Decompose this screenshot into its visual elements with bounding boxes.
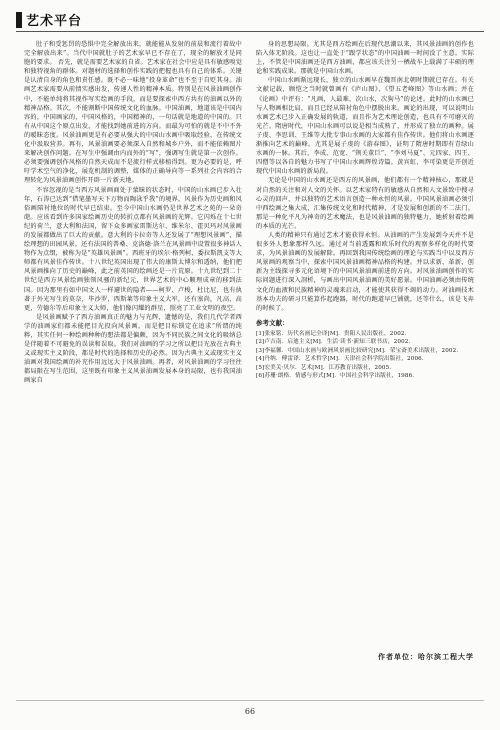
reference-item: [2]卢吉南．启迪主义[M]．生活·读书·新知三联书店，2002． bbox=[256, 339, 415, 346]
reference-item: [3]李福馨．中国山水画与欧洲风景画比较研究[M]．荣宝斋美术出版社，2002． bbox=[256, 347, 463, 354]
reference-item: [4]丹纳．傅雷译．艺术哲学[M]．天津社会科学院出版社，2006． bbox=[256, 356, 428, 363]
reference-item: [1]张家铭．历代名画记全译[M]．贵阳人民出版社，2002． bbox=[256, 330, 411, 337]
reference-item: [5]宏美关·贝尔．艺术[M]．江苏教育出版社，2005． bbox=[256, 364, 396, 371]
author-affiliation: 作者单位：哈尔滨工程大学 bbox=[378, 653, 474, 661]
reference-item: [6]苏珊·朗格．情感与形式[M]．中国社会科学出版社，1986． bbox=[256, 373, 419, 380]
paragraph: 肚子和受惩罚的恐惧中完全解放出来，就能能从发射的前晨和流行着故中完全解放出来”。当代中国就肚子的艺术家早已不存在了，现全的解放才是同胞的要求。 否先，就是需要艺术家的自省。艺术家在社会中应是具有敏感嗅觉和独特视角的群体。对题材的选择和创作实践的把握也具有自己的体系。关键是认清自身的角色和責任感。既不必一味地“投身革命”也不至于自贬其身。油画艺术家需要从前情实感出发，传递人性的精神本质。特别是在风景油画创作中，不能单纯将其视作写实绘画的手段，而是要探索中西方共有的油画以外的精神品格。其次，不能割断中国传统文化的血脉。中国油画，地道该是中国内容的，中国画家的，中国风格的，中国精神的，一句话就是地道的中国的。只有从中国这个原点出发，才能找到她前进的方向。而最为可怕的就是不中不外的暧昧态度。风景油画更是有必要从强大的中国山水画中吸取经验，在传统文化中汲取营养。再有，风景油画要必须深入自然和城乡户外，而不能依赖图片来解决创作问题。在写生中强调由内而外的“写”，强调写生就是第一次创作。必须要强调创作风格的自然天成而不是流行样式移植得到。更为必要的是，呼吁学术空气的净化，展览机制的调整，媒体的正确导向等一系列社会内容的合理转化为风景油画创作开辟一片新天地。 bbox=[24, 41, 242, 185]
right-column bbox=[256, 40, 474, 640]
paragraph: 人类的精神只有通过艺术才能获得永恒。从油画的产生发展到今天并不是很多外人想象那样久远。通过对当前透露和欧乐时代的观察多样化的时代要求，为风景油画的发展解除。再回到我国传统绘画的理论与实践当中以及西方风景画的观察当中，探索中国风景油画精神品格的构建。并以求新、革新、创新为主线探寻多元化语境下的中国风景油画前进的方向。对风景油画创作的实际问题进行深入剖析，与画出中国风景油画的美好愿景。中国油画必须由传统文化的血液和民族精神的灵魂来启动，才能使其获得不竭的动力。对油画技术基本功夫的研习只能算作起跑器，时代的跑道早已铺就，还等什么，该是飞奔的时候了。 bbox=[256, 231, 474, 312]
paragraph: 无论是中国的山水画还是西方的风景画，他们都有一个精神核心，那就是对自然的关注和对人文的关怀。以艺术家特有的敏感从自然和人文景致中搜寻心灵的回声，并以独特的艺术语言创造一种永恒的风景。中国风景油画必须引中西绘画之集大成，汇集传统文化和时代精神，才是发展和创新的不二法门。那是一种化平凡为神奇的艺术魔法，也是风景油画的独特魅力，她析射着绘画的本质的光芒。 bbox=[256, 177, 474, 230]
footer-divider bbox=[16, 700, 484, 701]
references-heading: 参考文献： bbox=[256, 318, 289, 327]
section-header bbox=[16, 10, 82, 29]
header-marker bbox=[16, 12, 22, 28]
header-divider bbox=[16, 31, 484, 32]
left-column bbox=[24, 40, 242, 652]
paragraph: 是风景画赋予了西方油画真正的魅力与光辉，遗憾的是，我们几代学者西学的油画家们都未能把目光投向风景画，而是把目标锁定在追求“所谓的纯粹，其实任何一种绘画种种的想法都是偏颇，因为不同民族之间文化的吸纳总是伴随着不可避免的误读和误取。我们对油画的学习之所以把目光放在古典主义或现实主义阶段，都是时代的选择和历史的必然。因为古典主义或现实主义油画对我国绘画的补充作用远远大于风景油画。再者，对风景油画的学习往往都局限在写生范围，这里既有印象主义风景油画发展本身的局限，也有我国油画家自 bbox=[24, 313, 242, 385]
page-number: 66 bbox=[244, 707, 256, 716]
references-list bbox=[256, 330, 474, 381]
paragraph: 不容忽视的是当西方风景画商处于蒙昧的状态时，中国的山水画已步入壮年，石涛已达到“借笔墨写天下万物而陶泳乎我”的境界，风景作为历史画和风俗画陪衬地位的时代早已结束。至今中国山水画仍是世界艺术之苑的一朵奇葩。应该看到许多国家绘画历史的转折点都有风景画的光辉。它闪烁在十七世纪的荷兰，意大利和法国，留下众多画家雷斯达尔、维米尔、霍贝玛对风景画的发展都做出了巨大的贡献。意大利的卡拉奇等人还发展了“理想风景画”，描绘理想的田园风景。还有法国的普桑、克洛德·洛兰在风景画中设置很多神话人物作为点缀，被称为是“英雄风景画”。西班牙的埃尔·格列柯，委拉斯凯支等大师都有风景佳作传世。十八世纪英国出现了伟大的康斯太博尔和透纳，他们把风景画推向了历史的巅峰，此之前英国的绘画还是一片荒原。十九世纪到二十世纪是西方风景绘画独领风骚的新纪元，世界艺术的中心顺理成章的移到法国。因为那里有如中国文人一样避世的隐者——柯罗、卢梭，杜比尼，也有执著于外光写生的莫奈，毕沙罗，西斯莱等印象主义大军，还有塞尚，凡高，高更，劳德尔等后印象主义大师，他们像闪耀的群星，照亮了工业文明的夜空。 bbox=[24, 186, 242, 312]
paragraph: 身的思想局限。尤其是西方绘画在后现代思潮以来，其风景油画的创作也陷入体无阶段。这也让一直处于“跟学状态”的中国油画一时间没了主意。实际上，不管是中国油画还是西方油画，都应该关注另一栖战车上载满了丰硕的理论和实践成果。那就是中国山水画。 bbox=[256, 41, 474, 76]
paragraph: 中国山水画渐远现长，独立的山水画早在魏晋南北朝时期就已存在。有关文献记载，顾恺之当时就曾画有《庐山图》、《望五老峰图》等山水画；并在《论画》中评有：“凡画，人最难，次山水，次狗马”的论述。此时的山水画已与人物画相比肩，而且已经从陪衬角色中摆脱出来。画论的出现，可以说明山水画艺术已步入正确发展的轨道，而且作为艺术理论创造，也具有不可磨灭的光芒。隋唐时代，中国山水画可以说是相当成熟了，并形成了独立的画种。展子虔、李思训、王维等大批专事山水画的大家都有佳作传世。他们将山水画逐渐推向艺术的巅峰。尤其是展子虔的《游春图》，证明了隋唐时期即有青绿山水画的一脉。其后，李成、范宽、“荆关董巨”、“李刘马夏”、元四家、四王、四僧等以各自的魅力书写了中国山水画辉煌诗篇。黄宾虹、李可染更是开创近现代中国山水画的新局段。 bbox=[256, 77, 474, 176]
section-title: 艺术平台 bbox=[26, 14, 83, 29]
